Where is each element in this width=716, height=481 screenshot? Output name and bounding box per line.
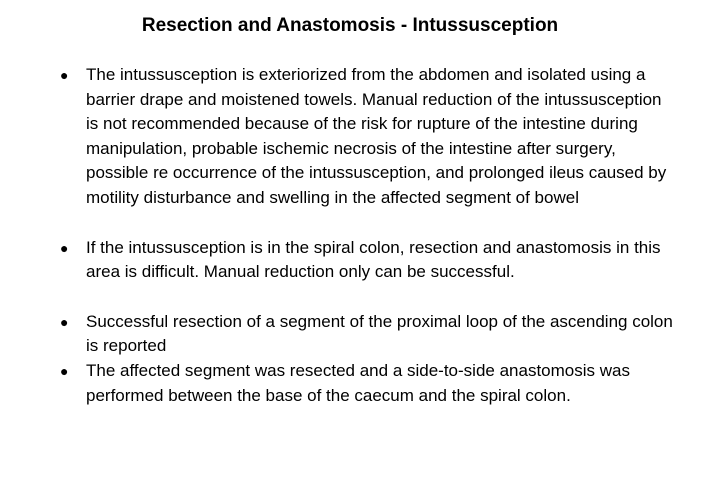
bullet-list — [0, 63, 716, 408]
bullet-item-proximal-loop — [0, 310, 676, 359]
bullet-text: If the intussusception is in the spiral colon, resection and anastomosis in this area is difficult. Manual reduction only can be successful. — [86, 237, 661, 282]
bullet-dot-icon: ● — [60, 239, 69, 256]
bullet-item-exteriorization — [0, 63, 676, 211]
bullet-item-spiral-colon — [0, 236, 676, 285]
bullet-spacer — [0, 211, 716, 236]
bullet-spacer — [0, 285, 716, 310]
bullet-dot-icon: ● — [60, 313, 69, 330]
bullet-text: The affected segment was resected and a side-to-side anastomosis was performed between the base of the caecum and the spiral colon. — [86, 360, 630, 405]
bullet-dot-icon: ● — [60, 67, 69, 83]
bullet-text: Successful resection of a segment of the proximal loop of the ascending colon is reported — [86, 311, 673, 356]
bullet-item-side-to-side — [0, 359, 676, 408]
page-title: Resection and Anastomosis - Intussusception — [141, 15, 559, 36]
bullet-dot-icon: ● — [60, 362, 69, 379]
bullet-text: The intussusception is exteriorized from the abdomen and isolated using a barrier drape and moistened towels. Manual reduction of the intussusception is not recommended because of the risk for rupture of the intestine during manipulation, probable ischemic necrosis of the intestine after surgery, possible re occurrence of the intussusception, and prolonged ileus caused by motility disturbance and swelling in the affected segment of bowel — [86, 65, 667, 207]
